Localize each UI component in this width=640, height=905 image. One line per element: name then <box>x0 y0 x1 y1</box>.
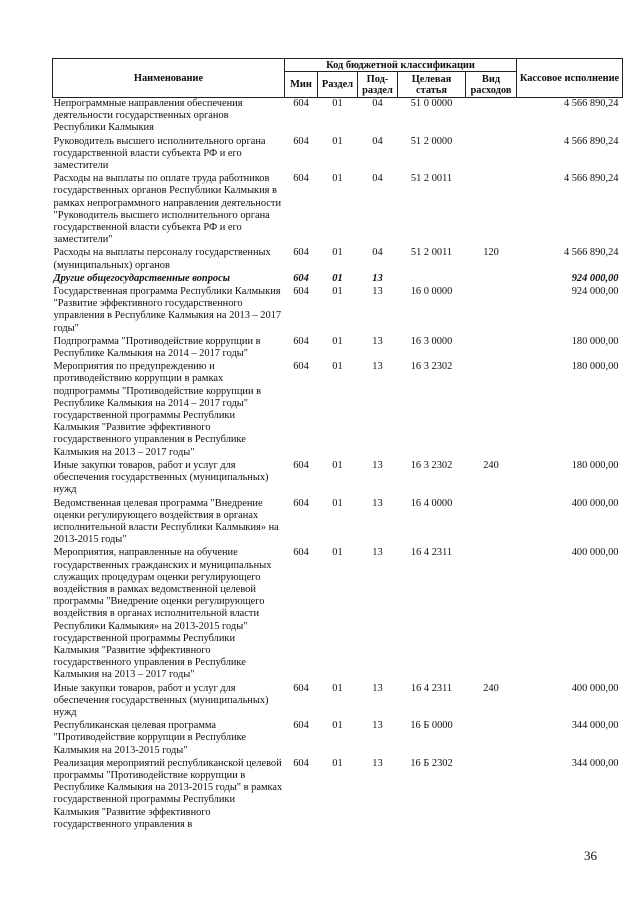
row-celevaya: 51 2 0011 <box>410 173 453 185</box>
row-razdel: 01 <box>332 335 343 347</box>
row-podrazdel: 13 <box>372 547 383 559</box>
row-celevaya: 16 4 2311 <box>410 682 453 694</box>
budget-document <box>52 58 622 832</box>
row-min: 604 <box>293 547 309 559</box>
row-razdel: 01 <box>332 459 343 471</box>
row-name: Руководитель высшего исполнительного органа государственной власти субъекта РФ и его заместители <box>53 135 266 172</box>
table-row <box>53 547 623 682</box>
row-razdel: 01 <box>332 286 343 298</box>
row-podrazdel: 13 <box>372 682 383 694</box>
row-min: 604 <box>293 720 309 732</box>
row-min: 604 <box>293 459 309 471</box>
row-sum: 180 000,00 <box>571 459 619 471</box>
row-min: 604 <box>293 286 309 298</box>
row-name: Иные закупки товаров, работ и услуг для обеспечения государственных (муниципальных) нужд <box>53 682 269 718</box>
row-min: 604 <box>293 247 309 259</box>
row-celevaya: 51 0 0000 <box>410 98 453 109</box>
table-row <box>53 286 623 336</box>
row-razdel: 01 <box>332 247 343 259</box>
row-podrazdel: 13 <box>372 272 383 284</box>
row-name: Республиканская целевая программа "Противодействие коррупции в Республике Калмыкия на 2013-2015 годы" <box>53 720 247 756</box>
row-podrazdel: 13 <box>372 757 383 769</box>
row-min: 604 <box>293 497 309 509</box>
row-podrazdel: 04 <box>372 135 383 147</box>
row-sum: 344 000,00 <box>571 757 619 769</box>
row-sum: 924 000,00 <box>571 272 619 284</box>
row-vid: 240 <box>483 682 499 694</box>
row-name: Мероприятия по предупреждению и противодействию коррупции в рамках подпрограммы "Противодействие коррупции в Республике Калмыкия на 2014 – 2017 годы" государственной программы Республики Калмыкия "Развитие эффективного государственного управления в Республике Калмыкия на 2013 – 2017 годы" <box>53 361 262 458</box>
row-podrazdel: 13 <box>372 335 383 347</box>
row-name: Ведомственная целевая программа "Внедрение оценки регулирующего воздействия в органах исполнительной власти Республики Калмыкия» на 2013-2015 годы" <box>53 497 279 546</box>
row-celevaya: 16 4 2311 <box>410 547 453 559</box>
row-celevaya: 51 2 0011 <box>410 247 453 259</box>
row-vid <box>466 498 517 548</box>
row-celevaya: 16 Б 2302 <box>410 757 453 769</box>
row-sum: 924 000,00 <box>571 286 619 298</box>
row-podrazdel: 04 <box>372 247 383 259</box>
row-celevaya: 16 Б 0000 <box>410 720 453 732</box>
row-name: Государственная программа Республики Калмыкия "Развитие эффективного государственного управления в Республике Калмыкия на 2013 – 2017 годы" <box>53 286 282 334</box>
row-vid <box>466 136 517 174</box>
row-razdel: 01 <box>332 135 343 147</box>
row-vid: 120 <box>483 247 499 259</box>
row-vid <box>466 547 517 682</box>
header-name: Наименование <box>53 59 285 98</box>
row-razdel: 01 <box>332 361 343 373</box>
table-row <box>53 361 623 460</box>
row-razdel: 01 <box>332 272 343 284</box>
table-row <box>53 498 623 548</box>
row-celevaya: 51 2 0000 <box>410 135 453 147</box>
row-min: 604 <box>293 335 309 347</box>
table-body <box>53 98 623 832</box>
table-row <box>53 720 623 758</box>
row-razdel: 01 <box>332 682 343 694</box>
header-cash-execution: Кассовое исполнение <box>517 59 623 98</box>
header-celevaya: Целевая статья <box>398 72 466 98</box>
row-name: Реализация мероприятий республиканской целевой программы "Противодействие коррупции в Республике Калмыкия на 2013-2015 годы" в рамках государственной программы Республики Калмыкия "Развитие эффективного государственного управления в <box>53 757 283 830</box>
table-row <box>53 683 623 721</box>
row-vid <box>466 720 517 758</box>
row-min: 604 <box>293 135 309 147</box>
row-celevaya <box>398 273 466 286</box>
row-sum: 4 566 890,24 <box>563 173 619 185</box>
row-sum: 400 000,00 <box>571 547 619 559</box>
row-celevaya: 16 3 2302 <box>410 459 453 471</box>
row-name: Расходы на выплаты персоналу государственных (муниципальных) органов <box>53 247 271 271</box>
row-name: Расходы на выплаты по оплате труда работников государственных органов Республики Калмыкия в рамках непрограммного направления деятельности "Руководитель высшего исполнительного органа государственной власти субъекта РФ и его заместители" <box>53 173 282 246</box>
header-classification-code: Код бюджетной классификации <box>285 59 517 72</box>
row-sum: 400 000,00 <box>571 682 619 694</box>
row-vid <box>466 173 517 247</box>
row-podrazdel: 13 <box>372 286 383 298</box>
row-sum: 180 000,00 <box>571 361 619 373</box>
table-header <box>53 59 623 98</box>
header-min: Мин <box>285 72 318 98</box>
row-razdel: 01 <box>332 497 343 509</box>
row-podrazdel: 13 <box>372 497 383 509</box>
row-razdel: 01 <box>332 757 343 769</box>
row-sum: 4 566 890,24 <box>563 135 619 147</box>
row-name: Иные закупки товаров, работ и услуг для обеспечения государственных (муниципальных) нужд <box>53 459 269 496</box>
row-min: 604 <box>293 757 309 769</box>
row-vid <box>466 286 517 336</box>
row-podrazdel: 04 <box>372 98 383 109</box>
row-podrazdel: 13 <box>372 361 383 373</box>
row-name: Непрограммные направления обеспечения деятельности государственных органов Республики Калмыкия <box>53 98 243 134</box>
row-min: 604 <box>293 272 309 284</box>
row-min: 604 <box>293 682 309 694</box>
row-min: 604 <box>293 173 309 185</box>
row-min: 604 <box>293 98 309 109</box>
row-name: Подпрограмма "Противодействие коррупции в Республике Калмыкия на 2014 – 2017 годы" <box>53 335 261 360</box>
row-celevaya: 16 3 2302 <box>410 361 453 373</box>
row-celevaya: 16 0 0000 <box>410 286 453 298</box>
row-sum: 4 566 890,24 <box>563 247 619 259</box>
header-podrazdel: Под-раздел <box>358 72 398 98</box>
row-razdel: 01 <box>332 173 343 185</box>
row-celevaya: 16 3 0000 <box>410 335 453 347</box>
row-celevaya: 16 4 0000 <box>410 497 453 509</box>
table-row <box>53 136 623 174</box>
table-row <box>53 247 623 272</box>
row-razdel: 01 <box>332 98 343 109</box>
table-row <box>53 758 623 832</box>
row-vid <box>466 273 517 286</box>
table-row <box>53 460 623 498</box>
row-vid <box>466 98 517 136</box>
header-razdel: Раздел <box>318 72 358 98</box>
row-name: Мероприятия, направленные на обучение государственных гражданских и муниципальных служащих процедурам оценки регулирующего воздействия в рамках ведомственной целевой программы "Внедрение оценки регулирующего воздействия в органах исполнительной власти Республики Калмыкия» на 2013-2015 годы" государственной программы Республики Калмыкия "Развитие эффективного государственного управления в Республике Калмыкия на 2013 – 2017 годы" <box>53 547 272 681</box>
row-podrazdel: 13 <box>372 720 383 732</box>
row-sum: 400 000,00 <box>571 497 619 509</box>
header-vid: Вид расходов <box>466 72 517 98</box>
row-podrazdel: 13 <box>372 459 383 471</box>
row-vid: 240 <box>483 459 499 471</box>
page-number: 36 <box>584 848 597 863</box>
table-row <box>53 336 623 361</box>
row-sum: 180 000,00 <box>571 335 619 347</box>
row-sum: 344 000,00 <box>571 720 619 732</box>
row-vid <box>466 336 517 361</box>
row-min: 604 <box>293 361 309 373</box>
row-vid <box>466 361 517 460</box>
row-vid <box>466 758 517 832</box>
row-razdel: 01 <box>332 547 343 559</box>
row-name: Другие общегосударственные вопросы <box>53 272 230 284</box>
table-row <box>53 98 623 136</box>
budget-table <box>52 58 623 832</box>
row-podrazdel: 04 <box>372 173 383 185</box>
row-sum: 4 566 890,24 <box>563 98 619 109</box>
table-row <box>53 273 623 286</box>
row-razdel: 01 <box>332 720 343 732</box>
table-row <box>53 173 623 247</box>
